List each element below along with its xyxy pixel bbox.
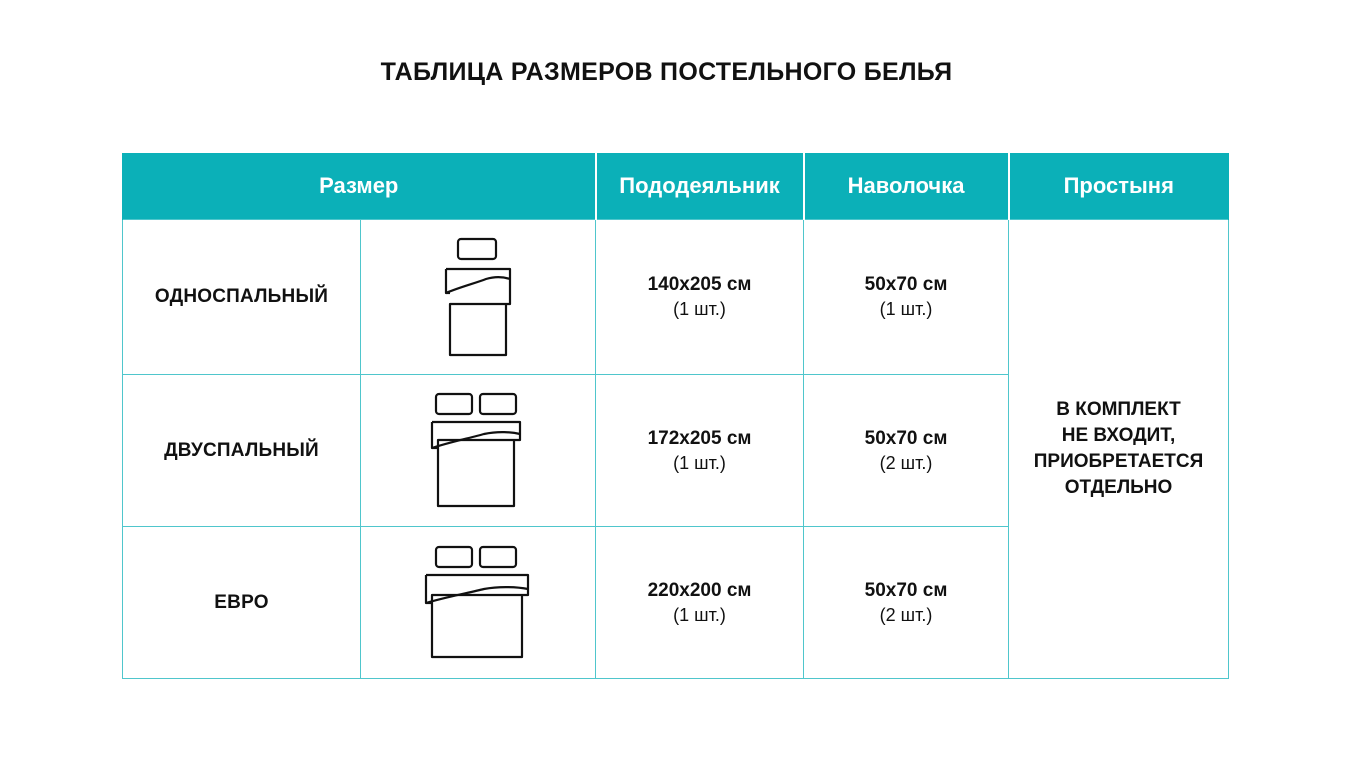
size-name-cell xyxy=(123,220,361,375)
header-pillowcase: Наволочка xyxy=(804,153,1009,220)
duvet-qty: (1 шт.) xyxy=(673,452,726,473)
pillowcase-size: 50x70 см xyxy=(864,579,948,601)
size-name-cell xyxy=(123,375,361,527)
bed-icon-cell xyxy=(361,220,596,375)
header-size: Размер xyxy=(123,153,596,220)
size-name-cell xyxy=(123,527,361,679)
single-bed-icon xyxy=(438,237,518,357)
pillowcase-cell xyxy=(804,220,1009,375)
bed-icon-cell xyxy=(361,375,596,527)
duvet-qty: (1 шт.) xyxy=(673,299,726,319)
pillowcase-qty: (1 шт.) xyxy=(879,299,933,319)
page-title: ТАБЛИЦА РАЗМЕРОВ ПОСТЕЛЬНОГО БЕЛЬЯ xyxy=(380,58,953,86)
pillowcase-size: 50x70 см xyxy=(864,427,948,449)
duvet-qty: (1 шт.) xyxy=(673,604,726,625)
size-name: ДВУСПАЛЬНЫЙ xyxy=(164,439,319,461)
pillowcase-cell xyxy=(804,527,1009,679)
sheet-note-line: ОТДЕЛЬНО xyxy=(1064,477,1173,498)
duvet-size: 220x200 см xyxy=(647,579,752,601)
pillowcase-qty: (2 шт.) xyxy=(879,452,933,473)
header-sheet: Простыня xyxy=(1009,153,1229,220)
size-name: ЕВРО xyxy=(214,591,269,613)
duvet-cell xyxy=(596,375,804,527)
bed-icon-cell xyxy=(361,527,596,679)
table-header-row xyxy=(123,153,1229,220)
sheet-note-line: В КОМПЛЕКТ xyxy=(1056,399,1181,420)
duvet-size: 140x205 см xyxy=(647,274,752,295)
header-duvet: Пододеяльник xyxy=(596,153,804,220)
pillowcase-size: 50x70 см xyxy=(864,274,948,295)
sheet-note-cell xyxy=(1009,220,1229,679)
duvet-cell xyxy=(596,220,804,375)
euro-bed-icon xyxy=(422,545,534,661)
sheet-note-line: НЕ ВХОДИТ, xyxy=(1061,425,1176,446)
table-row xyxy=(123,220,1229,375)
duvet-cell xyxy=(596,527,804,679)
pillowcase-cell xyxy=(804,375,1009,527)
size-name: ОДНОСПАЛЬНЫЙ xyxy=(154,286,329,307)
sheet-note-line: ПРИОБРЕТАЕТСЯ xyxy=(1033,451,1204,472)
pillowcase-qty: (2 шт.) xyxy=(879,604,933,625)
double-bed-icon xyxy=(428,392,528,510)
size-table xyxy=(122,153,1229,679)
duvet-size: 172x205 см xyxy=(647,427,752,449)
